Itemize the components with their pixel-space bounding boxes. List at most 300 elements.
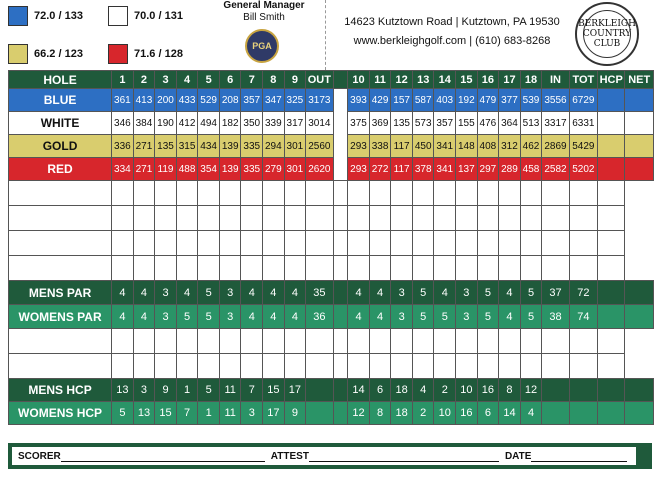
score-cell[interactable]	[348, 181, 370, 206]
white-label: WHITE	[9, 112, 112, 135]
score-cell[interactable]	[198, 354, 220, 379]
score-cell[interactable]	[542, 354, 569, 379]
score-cell[interactable]	[542, 256, 569, 281]
hole-header-cell: 5	[198, 71, 220, 89]
mens-hcp-cell: 7	[241, 379, 263, 402]
gold-cell: 271	[133, 135, 155, 158]
mens-hcp-cell: 2	[434, 379, 456, 402]
womens-par-cell: 4	[369, 305, 391, 329]
blue-cell: 403	[434, 89, 456, 112]
womens-par-cell: 5	[176, 305, 198, 329]
mens-par-cell: 3	[391, 281, 413, 305]
score-cell[interactable]	[569, 231, 597, 256]
womens-hcp-cell: 10	[434, 402, 456, 425]
score-cell[interactable]	[133, 329, 155, 354]
tee-rating-blue	[8, 6, 83, 26]
womens-par-cell	[625, 305, 654, 329]
score-cell[interactable]	[241, 256, 263, 281]
mens-hcp-label: MENS HCP	[9, 379, 112, 402]
score-cell[interactable]	[112, 206, 134, 231]
score-cell[interactable]	[241, 354, 263, 379]
score-cell[interactable]	[412, 206, 434, 231]
score-cell[interactable]	[219, 354, 241, 379]
score-cell[interactable]	[499, 231, 521, 256]
red-cell: 279	[263, 158, 285, 181]
mens-par-cell: 37	[542, 281, 569, 305]
gold-cell: 315	[176, 135, 198, 158]
score-cell[interactable]	[598, 231, 625, 256]
score-cell[interactable]	[542, 329, 569, 354]
score-cell[interactable]	[9, 206, 112, 231]
score-cell[interactable]	[434, 206, 456, 231]
womens-hcp-cell: 12	[348, 402, 370, 425]
score-cell[interactable]	[569, 354, 597, 379]
score-cell[interactable]	[198, 256, 220, 281]
hole-header-cell: HCP	[598, 71, 625, 89]
red-cell: 297	[477, 158, 499, 181]
mens-hcp-cell: 15	[263, 379, 285, 402]
score-cell[interactable]	[284, 231, 306, 256]
hole-header-cell: 16	[477, 71, 499, 89]
score-cell[interactable]	[133, 354, 155, 379]
red-cell: 119	[155, 158, 177, 181]
score-cell[interactable]	[391, 206, 413, 231]
white-cell: 476	[477, 112, 499, 135]
initials-spacer-cell	[333, 281, 348, 305]
score-cell[interactable]	[241, 329, 263, 354]
score-cell[interactable]	[412, 256, 434, 281]
hole-header-cell: TOT	[569, 71, 597, 89]
score-cell[interactable]	[155, 206, 177, 231]
womens-hcp-cell	[306, 402, 333, 425]
womens-hcp-cell: 6	[477, 402, 499, 425]
score-cell[interactable]	[241, 231, 263, 256]
score-cell[interactable]	[520, 354, 542, 379]
gold-cell: 450	[412, 135, 434, 158]
score-cell[interactable]	[112, 181, 134, 206]
score-cell[interactable]	[133, 256, 155, 281]
score-cell[interactable]	[306, 206, 333, 231]
mens-par-cell: 4	[499, 281, 521, 305]
score-cell[interactable]	[176, 329, 198, 354]
score-cell[interactable]	[348, 231, 370, 256]
score-cell[interactable]	[477, 181, 499, 206]
score-cell[interactable]	[263, 354, 285, 379]
score-cell[interactable]	[434, 329, 456, 354]
score-cell[interactable]	[499, 354, 521, 379]
red-cell: 458	[520, 158, 542, 181]
gold-tee-swatch	[8, 44, 28, 64]
score-cell[interactable]	[284, 354, 306, 379]
initials-spacer-cell	[333, 329, 348, 354]
mens-par-label: MENS PAR	[9, 281, 112, 305]
score-cell[interactable]	[598, 206, 625, 231]
score-cell[interactable]	[456, 256, 478, 281]
score-cell[interactable]	[306, 181, 333, 206]
womens-hcp-cell: 15	[155, 402, 177, 425]
white-cell: 364	[499, 112, 521, 135]
score-cell[interactable]	[520, 329, 542, 354]
score-cell[interactable]	[542, 231, 569, 256]
mens-hcp-cell	[598, 379, 625, 402]
score-cell[interactable]	[198, 181, 220, 206]
score-cell[interactable]	[219, 256, 241, 281]
score-cell[interactable]	[412, 231, 434, 256]
hole-header-cell: 13	[412, 71, 434, 89]
gold-cell: 312	[499, 135, 521, 158]
score-cell[interactable]	[542, 181, 569, 206]
score-cell[interactable]	[434, 231, 456, 256]
score-cell[interactable]	[569, 256, 597, 281]
hole-header-cell: 12	[391, 71, 413, 89]
score-cell[interactable]	[412, 329, 434, 354]
scorecard-table	[8, 70, 654, 425]
mens-hcp-cell	[306, 379, 333, 402]
score-cell[interactable]	[569, 206, 597, 231]
white-cell: 513	[520, 112, 542, 135]
mens-hcp-cell: 10	[456, 379, 478, 402]
mens-par-cell: 72	[569, 281, 597, 305]
white-cell: 135	[391, 112, 413, 135]
score-cell[interactable]	[306, 329, 333, 354]
womens-hcp-cell	[569, 402, 597, 425]
score-cell[interactable]	[434, 256, 456, 281]
womens-hcp-label: WOMENS HCP	[9, 402, 112, 425]
score-cell[interactable]	[477, 354, 499, 379]
white-cell: 3014	[306, 112, 333, 135]
womens-par-cell: 3	[155, 305, 177, 329]
womens-par-cell: 38	[542, 305, 569, 329]
score-cell[interactable]	[133, 181, 155, 206]
tee-rating-red	[108, 44, 183, 64]
score-cell[interactable]	[391, 181, 413, 206]
score-cell[interactable]	[499, 206, 521, 231]
score-cell[interactable]	[9, 181, 112, 206]
womens-par-cell: 5	[434, 305, 456, 329]
score-cell[interactable]	[155, 256, 177, 281]
hole-header-cell: 18	[520, 71, 542, 89]
score-cell[interactable]	[499, 181, 521, 206]
red-cell: 335	[241, 158, 263, 181]
gold-cell: 2869	[542, 135, 569, 158]
score-cell[interactable]	[306, 354, 333, 379]
score-cell[interactable]	[198, 206, 220, 231]
womens-par-cell: 3	[456, 305, 478, 329]
blue-cell: 539	[520, 89, 542, 112]
score-cell[interactable]	[348, 206, 370, 231]
club-seal-text: BERKLEIGH COUNTRY CLUB	[583, 10, 631, 58]
scorer-label: SCORER	[18, 450, 61, 462]
score-entry-row	[9, 231, 654, 256]
white-cell: 357	[434, 112, 456, 135]
fold-line	[325, 0, 326, 70]
score-cell[interactable]	[434, 181, 456, 206]
club-website-phone: www.berkleighgolf.com | (610) 683-8268	[353, 35, 551, 47]
womens-par-cell: 4	[112, 305, 134, 329]
red-cell: 301	[284, 158, 306, 181]
score-cell[interactable]	[133, 206, 155, 231]
initials-spacer-cell	[333, 231, 348, 256]
mens-par-cell: 4	[284, 281, 306, 305]
blue-cell: 377	[499, 89, 521, 112]
score-cell[interactable]	[155, 231, 177, 256]
attest-label: ATTEST	[270, 450, 309, 462]
womens-par-cell	[598, 305, 625, 329]
score-cell[interactable]	[569, 181, 597, 206]
red-cell: 341	[434, 158, 456, 181]
gold-cell: 5429	[569, 135, 597, 158]
score-cell[interactable]	[284, 256, 306, 281]
mens-hcp-cell	[569, 379, 597, 402]
score-cell[interactable]	[456, 206, 478, 231]
initials-spacer-cell	[333, 206, 348, 231]
initials-spacer-cell	[333, 305, 348, 329]
blue-cell: 393	[348, 89, 370, 112]
score-cell[interactable]	[391, 231, 413, 256]
mens-par-cell: 3	[155, 281, 177, 305]
score-cell[interactable]	[348, 256, 370, 281]
score-cell[interactable]	[284, 206, 306, 231]
white-cell: 155	[456, 112, 478, 135]
tee-rating-gold	[8, 44, 83, 64]
score-cell[interactable]	[477, 256, 499, 281]
score-cell[interactable]	[9, 231, 112, 256]
score-cell[interactable]	[198, 329, 220, 354]
score-cell[interactable]	[155, 181, 177, 206]
pga-logo-text: PGA	[252, 41, 272, 51]
blue-tee-swatch	[8, 6, 28, 26]
score-cell[interactable]	[263, 206, 285, 231]
score-cell[interactable]	[306, 231, 333, 256]
score-cell[interactable]	[176, 354, 198, 379]
score-cell[interactable]	[369, 354, 391, 379]
womens-hcp-cell: 7	[176, 402, 198, 425]
gold-cell: 462	[520, 135, 542, 158]
blue-label: BLUE	[9, 89, 112, 112]
womens-hcp-cell: 17	[263, 402, 285, 425]
score-entry-row	[9, 256, 654, 281]
mens-par-cell: 5	[412, 281, 434, 305]
red-cell: 2582	[542, 158, 569, 181]
score-cell[interactable]	[241, 206, 263, 231]
score-cell[interactable]	[133, 231, 155, 256]
mens-hcp-cell: 17	[284, 379, 306, 402]
score-cell[interactable]	[391, 354, 413, 379]
score-cell[interactable]	[284, 181, 306, 206]
red-cell	[598, 158, 625, 181]
score-cell[interactable]	[155, 329, 177, 354]
score-cell[interactable]	[456, 231, 478, 256]
womens-par-cell: 74	[569, 305, 597, 329]
mens-par-cell: 35	[306, 281, 333, 305]
score-cell[interactable]	[112, 354, 134, 379]
womens-hcp-cell: 11	[219, 402, 241, 425]
score-cell[interactable]	[219, 181, 241, 206]
red-cell: 139	[219, 158, 241, 181]
score-cell[interactable]	[434, 354, 456, 379]
red-cell: 137	[456, 158, 478, 181]
hole-header-cell: NET	[625, 71, 654, 89]
score-cell[interactable]	[477, 206, 499, 231]
score-cell[interactable]	[477, 231, 499, 256]
score-cell[interactable]	[263, 329, 285, 354]
mens-par-cell	[598, 281, 625, 305]
mens-par-cell: 3	[219, 281, 241, 305]
white-cell: 317	[284, 112, 306, 135]
score-cell[interactable]	[112, 256, 134, 281]
scorer-line[interactable]	[61, 451, 265, 462]
gold-cell	[598, 135, 625, 158]
score-cell[interactable]	[520, 206, 542, 231]
white-cell: 369	[369, 112, 391, 135]
score-cell[interactable]	[155, 354, 177, 379]
score-cell[interactable]	[369, 231, 391, 256]
score-cell[interactable]	[412, 354, 434, 379]
mens-hcp-cell: 3	[133, 379, 155, 402]
score-cell[interactable]	[391, 329, 413, 354]
score-cell[interactable]	[598, 354, 625, 379]
mens-hcp-cell: 12	[520, 379, 542, 402]
initials-spacer-cell	[333, 256, 348, 281]
mens-par-cell: 4	[434, 281, 456, 305]
date-line[interactable]	[531, 451, 627, 462]
initials-spacer-cell	[333, 402, 348, 425]
womens-par-cell: 4	[133, 305, 155, 329]
score-cell[interactable]	[263, 231, 285, 256]
blue-cell: 479	[477, 89, 499, 112]
score-cell[interactable]	[306, 256, 333, 281]
blue-cell: 529	[198, 89, 220, 112]
white-cell: 573	[412, 112, 434, 135]
womens-hcp-cell: 14	[499, 402, 521, 425]
womens-hcp-cell: 1	[198, 402, 220, 425]
score-cell[interactable]	[112, 231, 134, 256]
score-cell[interactable]	[241, 181, 263, 206]
attest-line[interactable]	[309, 451, 499, 462]
womens-par-cell: 4	[348, 305, 370, 329]
blue-cell: 157	[391, 89, 413, 112]
hole-header-cell: 14	[434, 71, 456, 89]
score-cell[interactable]	[263, 256, 285, 281]
red-cell	[625, 158, 654, 181]
score-cell[interactable]	[348, 329, 370, 354]
mens-par-cell: 4	[112, 281, 134, 305]
score-cell[interactable]	[219, 231, 241, 256]
score-cell[interactable]	[112, 329, 134, 354]
score-cell[interactable]	[176, 206, 198, 231]
score-cell[interactable]	[598, 181, 625, 206]
womens-par-cell: 4	[499, 305, 521, 329]
manager-title: General Manager	[223, 0, 305, 11]
blue-cell: 208	[219, 89, 241, 112]
score-cell[interactable]	[477, 329, 499, 354]
score-cell[interactable]	[369, 181, 391, 206]
hole-header-cell: 2	[133, 71, 155, 89]
red-cell: 378	[412, 158, 434, 181]
score-cell[interactable]	[9, 256, 112, 281]
score-cell[interactable]	[542, 206, 569, 231]
womens-hcp-cell: 4	[520, 402, 542, 425]
score-cell[interactable]	[456, 181, 478, 206]
gold-cell: 117	[391, 135, 413, 158]
score-cell[interactable]	[598, 256, 625, 281]
score-cell[interactable]	[176, 256, 198, 281]
score-cell[interactable]	[198, 231, 220, 256]
white-cell	[625, 112, 654, 135]
womens-par-cell: 4	[241, 305, 263, 329]
blue-cell: 357	[241, 89, 263, 112]
score-cell[interactable]	[456, 329, 478, 354]
white-cell: 350	[241, 112, 263, 135]
gold-cell: 301	[284, 135, 306, 158]
tee-rating-white	[108, 6, 183, 26]
hole-header-cell: 8	[263, 71, 285, 89]
score-cell[interactable]	[412, 181, 434, 206]
score-cell[interactable]	[569, 329, 597, 354]
score-cell[interactable]	[348, 354, 370, 379]
score-cell[interactable]	[176, 181, 198, 206]
mens-par-cell: 4	[369, 281, 391, 305]
score-cell[interactable]	[284, 329, 306, 354]
hole-header-cell: IN	[542, 71, 569, 89]
mens-par-cell: 5	[520, 281, 542, 305]
score-cell[interactable]	[369, 256, 391, 281]
mens-par-cell: 3	[456, 281, 478, 305]
red-cell: 2620	[306, 158, 333, 181]
score-cell[interactable]	[219, 206, 241, 231]
score-cell[interactable]	[391, 256, 413, 281]
hole-header-cell: 6	[219, 71, 241, 89]
womens-hcp-cell: 8	[369, 402, 391, 425]
score-entry-row	[9, 181, 654, 206]
score-cell[interactable]	[9, 354, 112, 379]
red-cell: 488	[176, 158, 198, 181]
womens-par-cell: 3	[391, 305, 413, 329]
score-cell[interactable]	[9, 329, 112, 354]
score-cell[interactable]	[456, 354, 478, 379]
mens-par-cell: 4	[133, 281, 155, 305]
club-address: 14623 Kutztown Road | Kutztown, PA 19530	[344, 16, 560, 28]
score-cell[interactable]	[369, 329, 391, 354]
score-cell[interactable]	[176, 231, 198, 256]
score-cell[interactable]	[263, 181, 285, 206]
womens-hcp-cell: 2	[412, 402, 434, 425]
initials-cell[interactable]	[333, 89, 348, 181]
hole-header-cell: 10	[348, 71, 370, 89]
score-cell[interactable]	[520, 181, 542, 206]
mens-hcp-cell: 16	[477, 379, 499, 402]
mens-par-cell: 5	[198, 281, 220, 305]
blue-cell: 200	[155, 89, 177, 112]
score-cell[interactable]	[520, 231, 542, 256]
gold-cell: 335	[241, 135, 263, 158]
blue-cell: 3556	[542, 89, 569, 112]
mens-par-cell: 5	[477, 281, 499, 305]
red-row	[9, 158, 654, 181]
score-cell[interactable]	[369, 206, 391, 231]
mens-hcp-cell: 6	[369, 379, 391, 402]
score-cell[interactable]	[219, 329, 241, 354]
gold-cell: 408	[477, 135, 499, 158]
score-cell[interactable]	[598, 329, 625, 354]
mens-hcp-cell: 1	[176, 379, 198, 402]
score-cell[interactable]	[520, 256, 542, 281]
score-cell[interactable]	[499, 256, 521, 281]
gold-row	[9, 135, 654, 158]
white-cell: 190	[155, 112, 177, 135]
initials-spacer-cell	[333, 181, 348, 206]
score-cell[interactable]	[499, 329, 521, 354]
